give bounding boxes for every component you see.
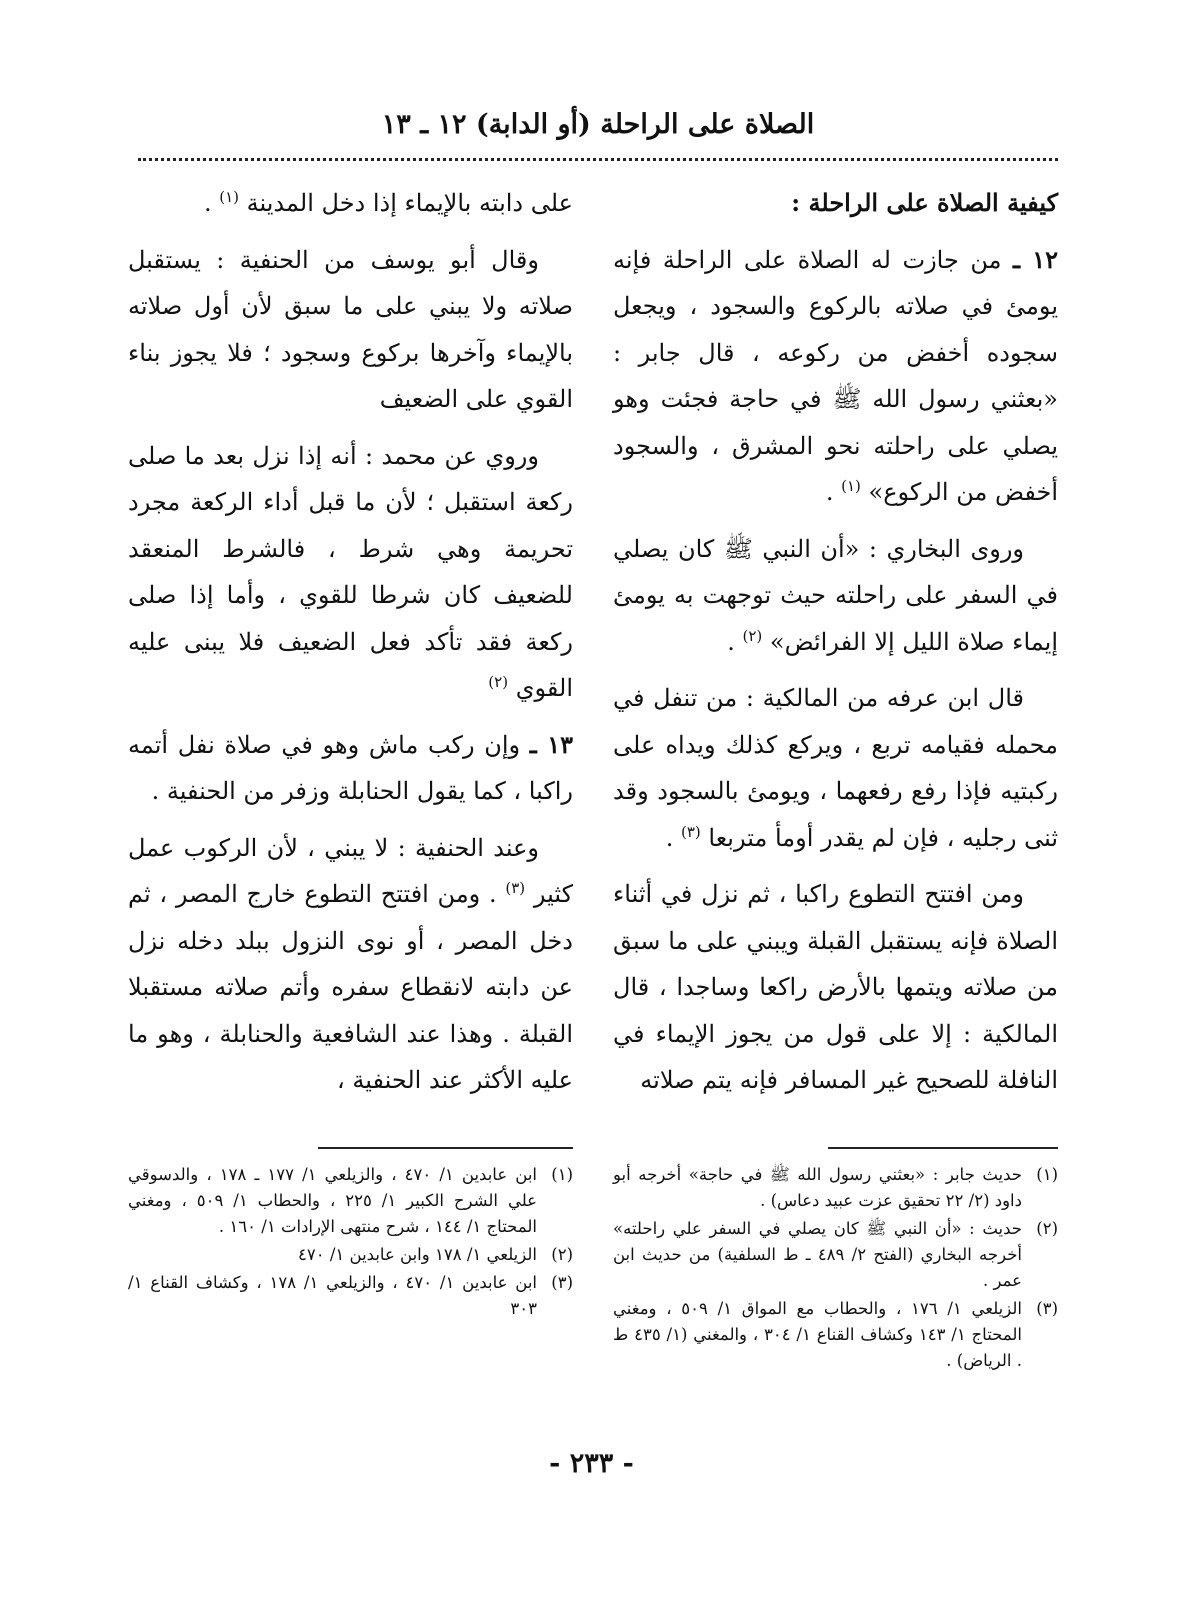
- paragraph-text: على دابته بالإيماء إذا دخل المدينة: [246, 189, 573, 217]
- paragraph-text: وروى البخاري : «أن النبي ﷺ كان يصلي في السفر على راحلته حيث توجهت به يومئ إيماء صلاة الليل إلا الفرائض»: [613, 534, 1058, 656]
- paragraph-13: [128, 722, 573, 815]
- footnote-text: ابن عابدين ١/ ٤٧٠ ، والزيلعي ١/ ١٧٧ ـ ١٧٨ ، والدسوقي علي الشرح الكبير ١/ ٢٢٥ ، والحطاب ١/ ٥٠٩ ، ومغني المحتاج ١/ ١٤٤ ، شرح منتهى الإرادات ١/ ١٦٠ .: [128, 1165, 538, 1236]
- paragraph-text: وعند الحنفية : لا يبني ، لأن الركوب عمل كثير: [128, 833, 573, 908]
- item-number-13: ١٣ ـ: [529, 729, 573, 759]
- header-dotted-rule: [138, 158, 1058, 161]
- footnote-item: [128, 1270, 573, 1322]
- footnote-ref: (٣): [680, 822, 701, 841]
- footnote-item: [613, 1216, 1058, 1294]
- footnote-text: حديث جابر : «بعثني رسول الله ﷺ في حاجة» أخرجه أبو داود (٢/ ٢٢ تحقيق عزت عبيد دعاس) .: [613, 1165, 1022, 1210]
- paragraph-text: وقال أبو يوسف من الحنفية : يستقبل صلاته ولا يبني على ما سبق لأن أول صلاته بالإيماء وآخرها بركوع وسجود ؛ فلا يجوز بناء القوي على الضعيف: [128, 245, 574, 413]
- paragraph-text: وإن ركب ماش وهو في صلاة نفل أتمه راكبا ، كما يقول الحنابلة وزفر من الحنفية .: [128, 730, 573, 805]
- footnote-item: [613, 1296, 1058, 1374]
- footnote-number: (٢): [1036, 1219, 1058, 1238]
- footnote-ref: (٢): [488, 673, 509, 691]
- footnote-ref: (٢): [742, 626, 763, 645]
- footnote-item: [128, 1242, 573, 1268]
- punctuation: .: [203, 189, 212, 217]
- paragraph-abu-yusuf: [128, 237, 573, 423]
- paragraph-text: من جازت له الصلاة على الراحلة فإنه يومئ في صلاته بالركوع والسجود ، ويجعل سجوده أخفض من ركوعه ، قال جابر : «بعثني رسول الله ﷺ في حاجة فجئت وهو يصلي على راحلته نحو المشرق ، والسجود أخفض من الركوع»: [613, 245, 1058, 506]
- footnote-number: (١): [551, 1165, 574, 1184]
- paragraph-hanafiyya: [128, 825, 573, 1104]
- footnote-ref: (٣): [505, 879, 526, 897]
- paragraph-text: قال ابن عرفه من المالكية : من تنفل في محمله فقيامه تربع ، ويركع كذلك ويداه على ركبتيه فإذا رفع رفعهما ، ويومئ بالسجود وقد ثنى رجليه ، فإن لم يقدر أومأ متربعا: [613, 684, 1058, 852]
- right-column: [613, 180, 1058, 1114]
- footnote-text: الزيلعي ١/ ١٧٨ وابن عابدين ١/ ٤٧٠: [297, 1245, 537, 1264]
- punctuation: .: [727, 627, 735, 656]
- punctuation: .: [825, 478, 834, 506]
- footnote-number: (٣): [1036, 1299, 1058, 1318]
- paragraph-bukhari: [613, 526, 1058, 666]
- footnote-text: ابن عابدين ١/ ٤٧٠ ، والزيلعي ١/ ١٧٨ ، وكشاف القناع ١/ ٣٠٣: [128, 1273, 538, 1318]
- paragraph-ibn-arafa: [613, 675, 1058, 861]
- footnote-number: (٢): [551, 1245, 573, 1264]
- left-column: [128, 180, 573, 1114]
- paragraph-muhammad: [128, 433, 573, 712]
- footnote-text: حديث : «أن النبي ﷺ كان يصلي في السفر علي راحلته» أخرجه البخاري (الفتح ٢/ ٤٨٩ ـ ط السلفية) من حديث ابن عمر .: [613, 1219, 1022, 1290]
- footnotes-right: [613, 1162, 1058, 1376]
- section-heading: كيفية الصلاة على الراحلة :: [791, 188, 1058, 217]
- footnote-item: [128, 1162, 573, 1240]
- punctuation: .: [665, 823, 674, 852]
- item-number-12: ١٢ ـ: [1012, 244, 1058, 274]
- paragraph-continued: [128, 180, 573, 227]
- footnote-ref: (١): [841, 477, 861, 495]
- page-number: - ٢٣٣ -: [549, 1448, 634, 1479]
- footnote-divider-left: [318, 1147, 573, 1149]
- paragraph-text: وروي عن محمد : أنه إذا نزل بعد ما صلى ركعة استقبل ؛ لأن ما قبل أداء الركعة مجرد تحريمة وهي شرط ، فالشرط المنعقد للضعيف كان شرطا للقوي ، وأما إذا صلى ركعة فقد تأكد فعل الضعيف فلا يبنى عليه القوي: [128, 441, 573, 702]
- footnote-item: [613, 1162, 1058, 1214]
- footnote-divider-right: [828, 1147, 1058, 1149]
- paragraph-tatawwu: [613, 871, 1058, 1104]
- footnote-number: (١): [1036, 1165, 1058, 1184]
- paragraph-12: [613, 237, 1058, 516]
- paragraph-text: ومن افتتح التطوع راكبا ، ثم نزل في أثناء الصلاة فإنه يستقبل القبلة ويبني على ما سبق من صلاته ويتمها بالأرض راكعا وساجدا ، قال المالكية : إلا على قول من يجوز الإيماء في النافلة للصحيح غير المسافر فإنه يتم صلاته: [613, 880, 1058, 1094]
- paragraph-text: . ومن افتتح التطوع خارج المصر ، ثم دخل المصر ، أو نوى النزول ببلد دخله نزل عن دابته لانقطاع سفره وأتم صلاته مستقبلا القبلة . وهذا عند الشافعية والحنابلة ، وهو ما عليه الأكثر عند الحنفية ،: [128, 880, 573, 1094]
- footnote-text: الزيلعي ١/ ١٧٦ ، والحطاب مع المواق ١/ ٥٠٩ ، ومغني المحتاج ١/ ١٤٣ وكشاف القناع ١/ ٣٠٤ ، والمغني (١/ ٤٣٥ ط . الرياض) .: [613, 1299, 1022, 1370]
- footnote-ref: (١): [219, 188, 239, 206]
- running-header: الصلاة على الراحلة (أو الدابة) ١٢ ـ ١٣: [381, 109, 815, 140]
- footnote-number: (٣): [551, 1273, 574, 1292]
- footnotes-left: [128, 1162, 573, 1324]
